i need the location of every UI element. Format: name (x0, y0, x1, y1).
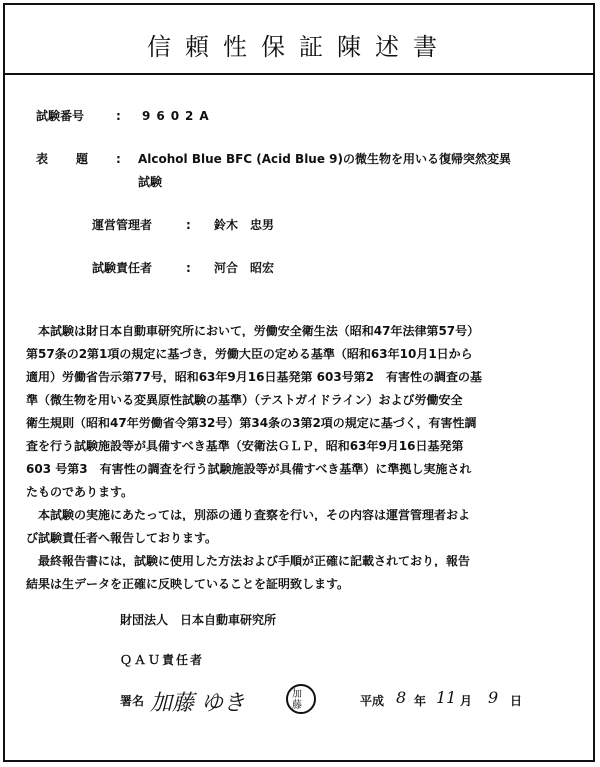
test-number-sep: : (116, 109, 121, 123)
personal-seal-stamp: 加 藤 (286, 684, 316, 714)
body-line: 査を行う試験施設等が具備すべき基準（安衛法ＧＬＰ，昭和63年9月16日基発第 (26, 440, 464, 452)
qau-label: ＱＡＵ責任者 (120, 653, 205, 667)
body-line: 準（微生物を用いる変異原性試験の基準）（テストガイドライン）および労働安全 (26, 394, 463, 406)
date-era: 平成 (360, 694, 385, 708)
body-line: 本試験は財日本自動車研究所において，労働安全衛生法（昭和47年法律第57号） (26, 325, 480, 337)
date-day: 9 (488, 688, 499, 707)
investigator-sep: : (186, 261, 191, 275)
body-line: び試験責任者へ報告しております。 (26, 532, 218, 544)
date-month-unit: 月 (460, 694, 473, 708)
handwritten-signature: 加藤 ゆき (150, 691, 245, 716)
signature-label: 署名 (120, 694, 145, 708)
subject-label: 表 題 (36, 152, 97, 166)
date-year: 8 (396, 688, 407, 707)
title-box (5, 5, 593, 75)
body-line: 結果は生データを正確に反映していることを証明致します。 (26, 578, 350, 590)
manager-sep: : (186, 218, 191, 232)
date-year-unit: 年 (414, 694, 427, 708)
manager-label: 運営管理者 (92, 218, 153, 232)
subject-sep: : (116, 152, 121, 166)
date-day-unit: 日 (510, 694, 523, 708)
body-line: 603 号第3 有害性の調査を行う試験施設等が具備すべき基準）に準拠し実施され (26, 463, 472, 475)
investigator-label: 試験責任者 (92, 261, 153, 275)
organization-name: 財団法人 日本自動車研究所 (120, 613, 277, 627)
manager-name: 鈴木 忠男 (214, 218, 275, 232)
page-title: 信頼性保証陳述書 (147, 33, 451, 61)
date-month: 11 (436, 688, 457, 707)
body-line: 最終報告書には，試験に使用した方法および手順が正確に記載されており，報告 (26, 555, 471, 567)
body-line: 衛生規則（昭和47年労働省令第32号）第34条の3第2項の規定に基づく，有害性調 (26, 417, 477, 429)
body-line: 第57条の2第1項の規定に基づき，労働大臣の定める基準（昭和63年10月1日から (26, 348, 473, 360)
investigator-name: 河合 昭宏 (214, 261, 275, 275)
subject-line-2: 試験 (138, 175, 163, 189)
body-line: 適用）労働省告示第77号，昭和63年9月16日基発第 603号第2 有害性の調査の基 (26, 371, 483, 383)
subject-line-1: Alcohol Blue BFC (Acid Blue 9)の微生物を用いる復帰突然変異 (138, 152, 512, 166)
body-line: たものであります。 (26, 486, 134, 498)
test-number-value: 9602A (142, 109, 215, 123)
test-number-label: 試験番号 (36, 109, 85, 123)
body-line: 本試験の実施にあたっては，別添の通り査察を行い，その内容は運営管理者およ (26, 509, 471, 521)
